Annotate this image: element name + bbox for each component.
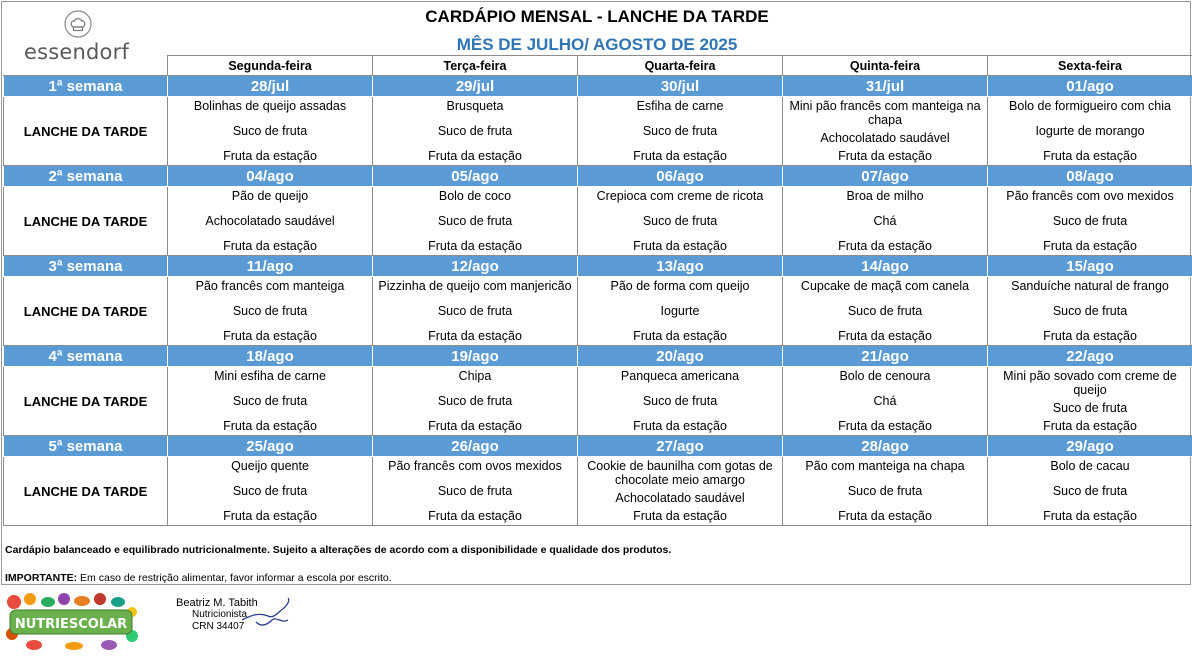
meal-item: Broa de milho	[846, 189, 924, 203]
nutritionist-crn: CRN 34407	[192, 621, 245, 632]
meal-item: Fruta da estação	[428, 149, 522, 163]
date-cell: 29/jul	[373, 76, 578, 97]
weekday-header-row	[4, 56, 1192, 76]
meal-items	[988, 458, 1192, 524]
meal-item: Fruta da estação	[633, 509, 727, 523]
meal-item: Fruta da estação	[633, 329, 727, 343]
meal-item: Achocolatado saudável	[820, 131, 950, 145]
date-cell: 14/ago	[783, 256, 988, 277]
meal-item: Fruta da estação	[1043, 509, 1137, 523]
meal-cell	[168, 367, 373, 436]
meal-items	[988, 188, 1192, 254]
weekday-header: Quinta-feira	[783, 56, 988, 76]
meal-item: Fruta da estação	[223, 149, 317, 163]
meal-item: Mini esfiha de carne	[214, 369, 326, 383]
meal-item: Fruta da estação	[1043, 419, 1137, 433]
meal-items	[783, 98, 987, 164]
meal-items	[783, 458, 987, 524]
meal-item: Suco de fruta	[232, 394, 308, 408]
weekday-header: Sexta-feira	[988, 56, 1192, 76]
page-title: CARDÁPIO MENSAL - LANCHE DA TARDE	[425, 7, 769, 26]
meal-item: Queijo quente	[231, 459, 309, 473]
meal-item: Pizzinha de queijo com manjericão	[378, 279, 572, 293]
important-text: Em caso de restrição alimentar, favor informar a escola por escrito.	[77, 572, 392, 584]
brand-name: essendorf	[24, 40, 130, 64]
meal-items	[578, 368, 782, 434]
meal-cell	[373, 187, 578, 256]
meal-item: Iogurte	[660, 304, 700, 318]
meal-cell	[578, 367, 783, 436]
meal-item: Chipa	[458, 369, 492, 383]
balanced-note: Cardápio balanceado e equilibrado nutricionalmente. Sujeito a alterações de acordo com a disponibilidade e qualidade dos produtos.	[5, 544, 672, 556]
menu-sheet	[1, 1, 1191, 585]
nutritionist-role: Nutricionista	[192, 609, 248, 620]
meal-item: Mini pão sovado com creme de queijo	[1003, 369, 1177, 397]
meal-item: Suco de fruta	[437, 484, 513, 498]
date-cell: 19/ago	[373, 346, 578, 367]
meal-row	[4, 97, 1192, 166]
date-cell: 07/ago	[783, 166, 988, 187]
meal-cell	[988, 457, 1192, 526]
nutritionist-name: Beatriz M. Tabith	[176, 597, 258, 609]
meal-items	[578, 458, 782, 524]
meal-item: Chá	[873, 214, 897, 228]
meal-row	[4, 367, 1192, 436]
page-subtitle: MÊS DE JULHO/ AGOSTO DE 2025	[456, 35, 738, 54]
meal-item: Esfiha de carne	[636, 99, 724, 113]
meal-items	[373, 188, 577, 254]
meal-cell	[578, 97, 783, 166]
meal-cell	[168, 97, 373, 166]
meal-cell	[373, 367, 578, 436]
meal-item: Fruta da estação	[428, 509, 522, 523]
meal-item: Fruta da estação	[1043, 149, 1137, 163]
date-cell: 05/ago	[373, 166, 578, 187]
meal-item: Fruta da estação	[223, 509, 317, 523]
date-cell: 08/ago	[988, 166, 1192, 187]
meal-item: Cookie de baunilha com gotas de chocolate meio amargo	[587, 459, 773, 487]
meal-item: Bolo de coco	[438, 189, 512, 203]
meal-cell	[988, 187, 1192, 256]
meal-cell	[578, 277, 783, 346]
meal-item: Suco de fruta	[847, 304, 923, 318]
week-row	[4, 346, 1192, 367]
important-label: IMPORTANTE:	[5, 572, 78, 584]
date-cell: 11/ago	[168, 256, 373, 277]
meal-cell	[988, 277, 1192, 346]
date-cell: 06/ago	[578, 166, 783, 187]
date-cell: 01/ago	[988, 76, 1192, 97]
date-cell: 12/ago	[373, 256, 578, 277]
date-cell: 28/ago	[783, 436, 988, 457]
meal-item: Fruta da estação	[223, 419, 317, 433]
weekday-header: Quarta-feira	[578, 56, 783, 76]
meal-cell	[168, 187, 373, 256]
date-cell: 29/ago	[988, 436, 1192, 457]
meal-item: Fruta da estação	[633, 239, 727, 253]
meal-items	[373, 98, 577, 164]
date-cell: 18/ago	[168, 346, 373, 367]
weekday-header: Terça-feira	[373, 56, 578, 76]
meal-row	[4, 187, 1192, 256]
meal-items	[373, 368, 577, 434]
date-cell: 26/ago	[373, 436, 578, 457]
week-label: 3ª semana	[4, 256, 168, 277]
meal-item: Chá	[873, 394, 897, 408]
date-cell: 27/ago	[578, 436, 783, 457]
meal-label: LANCHE DA TARDE	[4, 277, 168, 346]
meal-items	[783, 278, 987, 344]
meal-cell	[783, 367, 988, 436]
meal-cell	[783, 457, 988, 526]
badge-text: NUTRIESCOLAR	[14, 617, 128, 632]
date-cell: 15/ago	[988, 256, 1192, 277]
meal-item: Fruta da estação	[428, 419, 522, 433]
date-cell: 13/ago	[578, 256, 783, 277]
meal-item: Bolinhas de queijo assadas	[193, 99, 347, 113]
meal-item: Fruta da estação	[223, 239, 317, 253]
week-row	[4, 436, 1192, 457]
meal-item: Crepioca com creme de ricota	[596, 189, 764, 203]
meal-item: Suco de fruta	[1052, 401, 1128, 415]
meal-item: Panqueca americana	[620, 369, 740, 383]
meal-item: Fruta da estação	[838, 149, 932, 163]
meal-item: Suco de fruta	[1052, 484, 1128, 498]
week-row	[4, 166, 1192, 187]
meal-cell	[578, 187, 783, 256]
meal-items	[168, 368, 372, 434]
meal-item: Suco de fruta	[1052, 214, 1128, 228]
week-label: 5ª semana	[4, 436, 168, 457]
meal-items	[988, 368, 1192, 434]
meal-items	[578, 98, 782, 164]
meal-cell	[373, 457, 578, 526]
meal-items	[783, 188, 987, 254]
meal-item: Bolo de formigueiro com chia	[1009, 99, 1171, 113]
date-cell: 21/ago	[783, 346, 988, 367]
date-cell: 04/ago	[168, 166, 373, 187]
meal-cell	[168, 457, 373, 526]
week-label: 1ª semana	[4, 76, 168, 97]
meal-item: Suco de fruta	[437, 394, 513, 408]
header-corner	[4, 56, 168, 76]
meal-item: Bolo de cenoura	[839, 369, 931, 383]
nutriescolar-badge	[4, 590, 140, 652]
meal-label: LANCHE DA TARDE	[4, 97, 168, 166]
meal-cell	[988, 97, 1192, 166]
meal-items	[373, 458, 577, 524]
meal-item: Sanduíche natural de frango	[1011, 279, 1169, 293]
meal-cell	[988, 367, 1192, 436]
meal-items	[988, 278, 1192, 344]
meal-item: Bolo de cacau	[1050, 459, 1130, 473]
meal-item: Suco de fruta	[232, 304, 308, 318]
meal-item: Pão com manteiga na chapa	[805, 459, 965, 473]
meal-item: Pão francês com ovo mexidos	[1006, 189, 1174, 203]
meal-item: Suco de fruta	[232, 124, 308, 138]
meal-row	[4, 277, 1192, 346]
meal-cell	[783, 97, 988, 166]
date-cell: 22/ago	[988, 346, 1192, 367]
meal-item: Pão francês com ovos mexidos	[388, 459, 562, 473]
meal-item: Fruta da estação	[1043, 329, 1137, 343]
meal-item: Fruta da estação	[838, 329, 932, 343]
meal-item: Suco de fruta	[847, 484, 923, 498]
week-row	[4, 76, 1192, 97]
meal-item: Suco de fruta	[437, 214, 513, 228]
meal-item: Pão de forma com queijo	[610, 279, 750, 293]
meal-item: Fruta da estação	[428, 329, 522, 343]
date-cell: 30/jul	[578, 76, 783, 97]
meal-item: Fruta da estação	[633, 419, 727, 433]
meal-item: Fruta da estação	[223, 329, 317, 343]
meal-item: Brusqueta	[446, 99, 504, 113]
meal-label: LANCHE DA TARDE	[4, 367, 168, 436]
meal-items	[168, 188, 372, 254]
meal-label: LANCHE DA TARDE	[4, 457, 168, 526]
meal-item: Suco de fruta	[642, 124, 718, 138]
meal-cell	[783, 187, 988, 256]
meal-item: Fruta da estação	[1043, 239, 1137, 253]
meal-item: Fruta da estação	[838, 419, 932, 433]
meal-item: Iogurte de morango	[1035, 124, 1145, 138]
meal-item: Achocolatado saudável	[205, 214, 335, 228]
date-cell: 28/jul	[168, 76, 373, 97]
important-note	[5, 572, 392, 584]
signature-scribble	[238, 594, 294, 634]
meal-items	[168, 98, 372, 164]
meal-cell	[168, 277, 373, 346]
meal-cell	[783, 277, 988, 346]
meal-item: Suco de fruta	[642, 214, 718, 228]
meal-item: Fruta da estação	[838, 239, 932, 253]
meal-item: Fruta da estação	[838, 509, 932, 523]
meal-item: Suco de fruta	[437, 124, 513, 138]
week-label: 4ª semana	[4, 346, 168, 367]
menu-table	[3, 55, 1192, 526]
meal-item: Mini pão francês com manteiga na chapa	[789, 99, 981, 127]
meal-item: Cupcake de maçã com canela	[800, 279, 970, 293]
meal-cell	[373, 97, 578, 166]
meal-item: Achocolatado saudável	[615, 491, 745, 505]
meal-item: Fruta da estação	[633, 149, 727, 163]
meal-cell	[578, 457, 783, 526]
weekday-header: Segunda-feira	[168, 56, 373, 76]
meal-item: Pão francês com manteiga	[195, 279, 345, 293]
date-cell: 20/ago	[578, 346, 783, 367]
meal-cell	[373, 277, 578, 346]
meal-item: Suco de fruta	[437, 304, 513, 318]
meal-item: Suco de fruta	[642, 394, 718, 408]
date-cell: 25/ago	[168, 436, 373, 457]
meal-items	[988, 98, 1192, 164]
meal-items	[168, 278, 372, 344]
week-row	[4, 256, 1192, 277]
meal-items	[783, 368, 987, 434]
meal-items	[168, 458, 372, 524]
date-cell: 31/jul	[783, 76, 988, 97]
meal-item: Pão de queijo	[231, 189, 309, 203]
meal-items	[578, 188, 782, 254]
meal-item: Fruta da estação	[428, 239, 522, 253]
meal-item: Suco de fruta	[1052, 304, 1128, 318]
meal-row	[4, 457, 1192, 526]
meal-items	[373, 278, 577, 344]
meal-items	[578, 278, 782, 344]
meal-item: Suco de fruta	[232, 484, 308, 498]
meal-label: LANCHE DA TARDE	[4, 187, 168, 256]
week-label: 2ª semana	[4, 166, 168, 187]
